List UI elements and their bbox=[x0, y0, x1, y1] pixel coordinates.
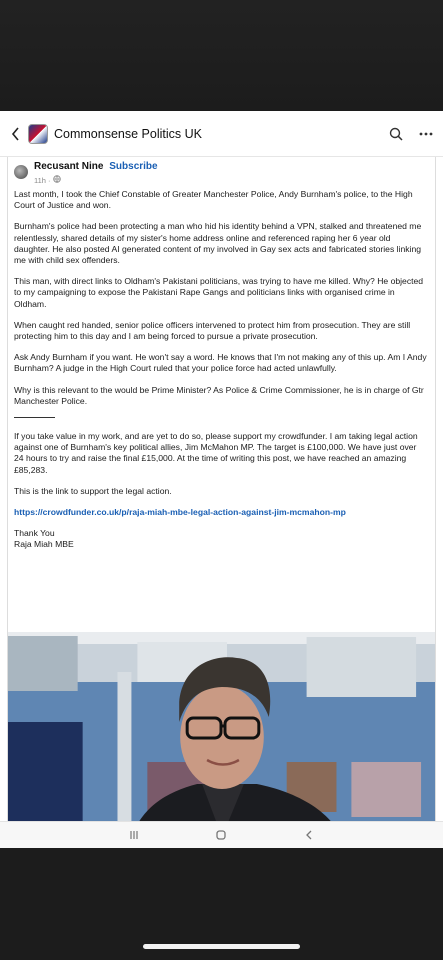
post-paragraph: Ask Andy Burnham if you want. He won't say a word. He knows that I'm not making any of this up. Am I Andy Burnham? A judge in the High Court ruled that your police force had acted unlawfully. bbox=[14, 352, 427, 374]
post-time: 11h bbox=[34, 175, 46, 185]
signoff-name: Raja Miah MBE bbox=[14, 539, 74, 550]
post-paragraph: Burnham's police had been protecting a man who hid his identity behind a VPN, stalked and threatened me relentlessly, shared details of my sister's home address online and referenced raping her 6 year old daughter. He also posted AI generated content of my involved in Gay sex acts and fabricated stories linking me with child sex offenders. bbox=[14, 221, 422, 266]
page-avatar[interactable] bbox=[28, 124, 48, 144]
status-area bbox=[0, 0, 443, 111]
recents-icon[interactable] bbox=[126, 827, 142, 843]
post-paragraph: Why is this relevant to the would be Prime Minister? As Police & Crime Commissioner, he is in charge of Gtr Manchester Police. bbox=[14, 384, 424, 406]
page-title[interactable]: Commonsense Politics UK bbox=[54, 126, 202, 141]
meta-separator: · bbox=[47, 175, 51, 185]
post-paragraph: When caught red handed, senior police officers intervened to protect him from prosecution. They are still protecting him to this day and I am being forced to pursue a private prosecution. bbox=[14, 319, 411, 342]
post-paragraph: If you take value in my work, and are yet to do so, please support my crowdfunder. I am taking legal action against one of Burnham's key political allies, Jim McMahon MP. The target is £100,000. We have just over 24 hours to try and raise the final £15,000. At the time of writing this post, we have reached an amazing £85,283. bbox=[14, 431, 418, 475]
post-paragraph: This is the link to support the legal action. bbox=[14, 485, 172, 496]
home-icon[interactable] bbox=[213, 827, 229, 843]
crowdfunder-link[interactable]: https://crowdfunder.co.uk/p/raja-miah-mbe-legal-action-against-jim-mcmahon-mp bbox=[14, 507, 346, 518]
post-meta bbox=[34, 175, 158, 185]
post-body bbox=[14, 189, 429, 551]
back-icon[interactable] bbox=[301, 827, 317, 843]
more-dots-icon[interactable] bbox=[415, 123, 437, 145]
subscribe-button[interactable]: Subscribe bbox=[109, 161, 158, 172]
chevron-left-icon[interactable] bbox=[8, 125, 22, 143]
author-info bbox=[34, 161, 158, 185]
home-indicator[interactable] bbox=[143, 944, 300, 949]
post-header bbox=[14, 161, 429, 189]
top-bar bbox=[0, 111, 443, 157]
android-nav-bar bbox=[0, 821, 443, 848]
signoff-thanks: Thank You bbox=[14, 528, 55, 539]
post-photo[interactable] bbox=[8, 632, 435, 848]
post-paragraph: Last month, I took the Chief Constable of Greater Manchester Police, Andy Burnham's police, to the High Court of Justice and won. bbox=[14, 189, 413, 211]
app-screen bbox=[0, 111, 443, 848]
globe-icon bbox=[53, 175, 61, 185]
author-name[interactable]: Recusant Nine bbox=[34, 161, 104, 172]
search-icon[interactable] bbox=[385, 123, 407, 145]
avatar[interactable] bbox=[14, 165, 28, 179]
post-card bbox=[7, 157, 436, 848]
signoff bbox=[14, 528, 427, 550]
post-paragraph: This man, with direct links to Oldham's Pakistani politicians, was trying to have me killed. Why? He objected to my campaigning to expose the Pakistani Rape Gangs and politicians links with organised crime in Oldham. bbox=[14, 276, 424, 309]
text-divider bbox=[14, 417, 55, 418]
